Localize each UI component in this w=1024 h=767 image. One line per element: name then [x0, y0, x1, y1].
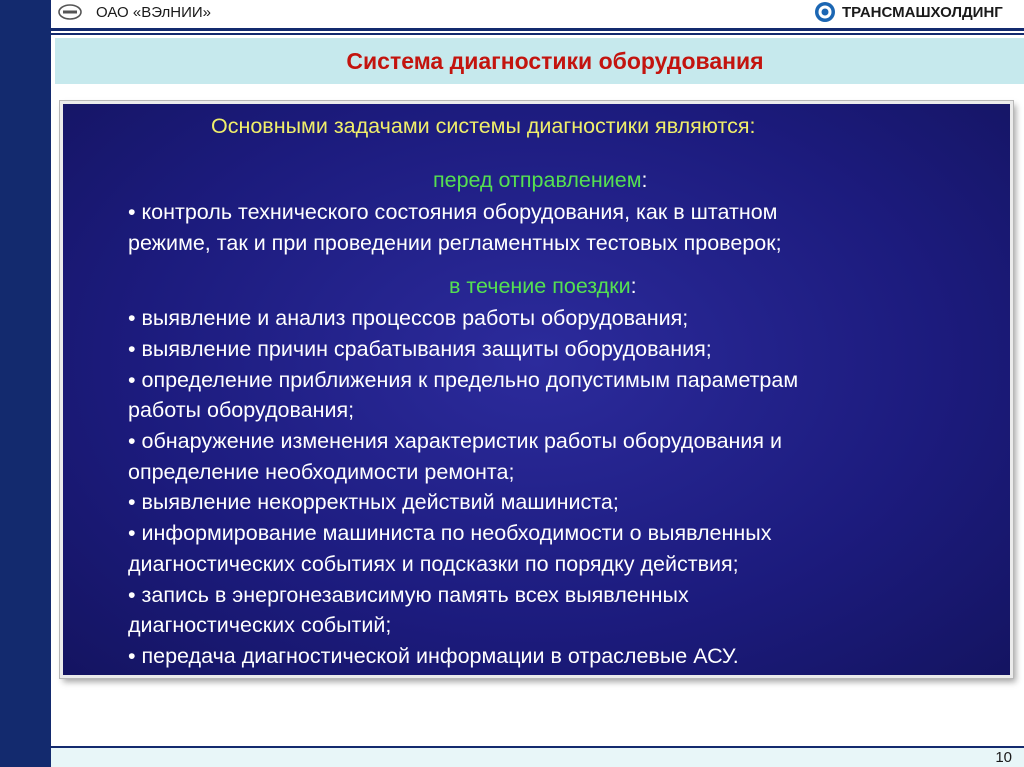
footer-band [51, 748, 1024, 767]
list-item: определение необходимости ремонта; [128, 460, 515, 484]
section-heading-label: в течение поездки [449, 274, 631, 298]
header-rule [51, 28, 1024, 31]
section-heading-label: перед отправлением [433, 168, 642, 192]
list-item: • выявление и анализ процессов работы оборудования; [128, 306, 689, 330]
header-rule-thin [51, 33, 1024, 35]
list-item: • запись в энергонезависимую память всех выявленных [128, 583, 689, 607]
list-item: • информирование машиниста по необходимости о выявленных [128, 521, 772, 545]
vl-logo-icon [58, 4, 82, 20]
list-item: • выявление причин срабатывания защиты оборудования; [128, 337, 712, 361]
slide-title: Система диагностики оборудования [346, 48, 764, 74]
list-item: • выявление некорректных действий машиниста; [128, 490, 619, 514]
list-item: работы оборудования; [128, 398, 355, 422]
tmh-globe-icon [814, 1, 836, 23]
page-number: 10 [995, 749, 1012, 766]
left-side-band [0, 0, 51, 767]
company-name: ОАО «ВЭлНИИ» [96, 4, 211, 21]
list-item: • определение приближения к предельно допустимым параметрам [128, 368, 799, 392]
section-heading-colon: : [641, 168, 648, 192]
section-heading-departure [433, 168, 648, 193]
section-heading-trip [449, 274, 637, 299]
list-item: диагностических событий; [128, 613, 392, 637]
list-item: • обнаружение изменения характеристик работы оборудования и [128, 429, 783, 453]
list-item: диагностических событиях и подсказки по порядку действия; [128, 552, 739, 576]
section-heading-colon: : [630, 274, 637, 298]
content-box [60, 101, 1013, 678]
list-item: режиме, так и при проведении регламентных тестовых проверок; [128, 231, 782, 255]
intro-text: Основными задачами системы диагностики являются: [211, 114, 756, 138]
list-item: • контроль технического состояния оборудования, как в штатном [128, 200, 778, 224]
holding-name: ТРАНСМАШХОЛДИНГ [842, 4, 1003, 21]
list-item: • передача диагностической информации в отраслевые АСУ. [128, 644, 739, 668]
